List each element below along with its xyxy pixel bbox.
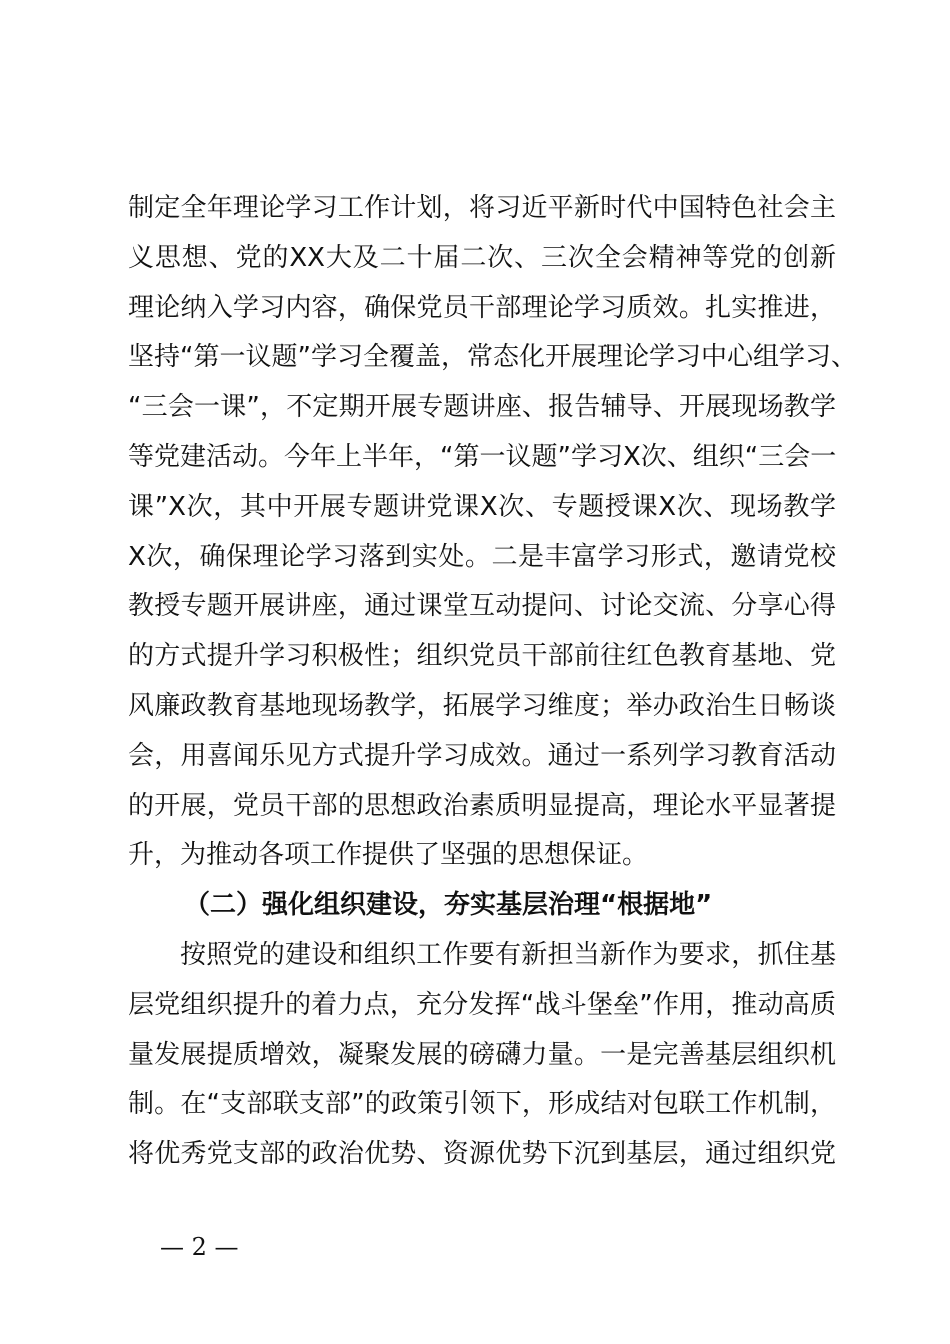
section-heading: （二）强化组织建设，夯实基层治理“根据地” <box>184 890 713 921</box>
text-line: 义思想、党的XX大及二十届二次、三次全会精神等党的创新 <box>128 242 836 273</box>
text-line: 理论纳入学习内容，确保党员干部理论学习质效。扎实推进， <box>128 292 836 323</box>
paragraph-1 <box>128 184 857 881</box>
text-line: 的方式提升学习积极性；组织党员干部前往红色教育基地、党 <box>128 641 836 672</box>
paragraph-2 <box>128 931 836 1180</box>
text-line: 按照党的建设和组织工作要有新担当新作为要求，抓住基 <box>180 939 836 970</box>
text-line: 层党组织提升的着力点，充分发挥“战斗堡垒”作用，推动高质 <box>128 989 836 1020</box>
text-line: 升，为推动各项工作提供了坚强的思想保证。 <box>128 840 649 871</box>
text-line: 等党建活动。今年上半年，“第一议题”学习X次、组织“三会一 <box>128 441 837 472</box>
text-line: 制定全年理论学习工作计划，将习近平新时代中国特色社会主 <box>128 193 836 223</box>
text-line: 的开展，党员干部的思想政治素质明显提高，理论水平显著提 <box>128 790 836 821</box>
text-line: 教授专题开展讲座，通过课堂互动提问、讨论交流、分享心得 <box>128 591 836 622</box>
text-line: 坚持“第一议题”学习全覆盖，常态化开展理论学习中心组学习、 <box>128 342 857 373</box>
text-line: X次，确保理论学习落到实处。二是丰富学习形式，邀请党校 <box>128 541 836 572</box>
text-line: 会，用喜闻乐见方式提升学习成效。通过一系列学习教育活动 <box>128 740 836 771</box>
text-line: 制。在“支部联支部”的政策引领下，形成结对包联工作机制， <box>128 1089 836 1120</box>
document-body <box>128 184 857 1180</box>
text-line: 风廉政教育基地现场教学，拓展学习维度；举办政治生日畅谈 <box>128 690 836 721</box>
text-line: “三会一课”，不定期开展专题讲座、报告辅导、开展现场教学 <box>128 392 836 423</box>
page-number: — 2 — <box>160 1233 239 1261</box>
text-line: 将优秀党支部的政治优势、资源优势下沉到基层，通过组织党 <box>128 1139 836 1170</box>
text-line: 课”X次，其中开展专题讲党课X次、专题授课X次、现场教学 <box>128 491 836 522</box>
text-line: 量发展提质增效，凝聚发展的磅礴力量。一是完善基层组织机 <box>128 1039 836 1070</box>
